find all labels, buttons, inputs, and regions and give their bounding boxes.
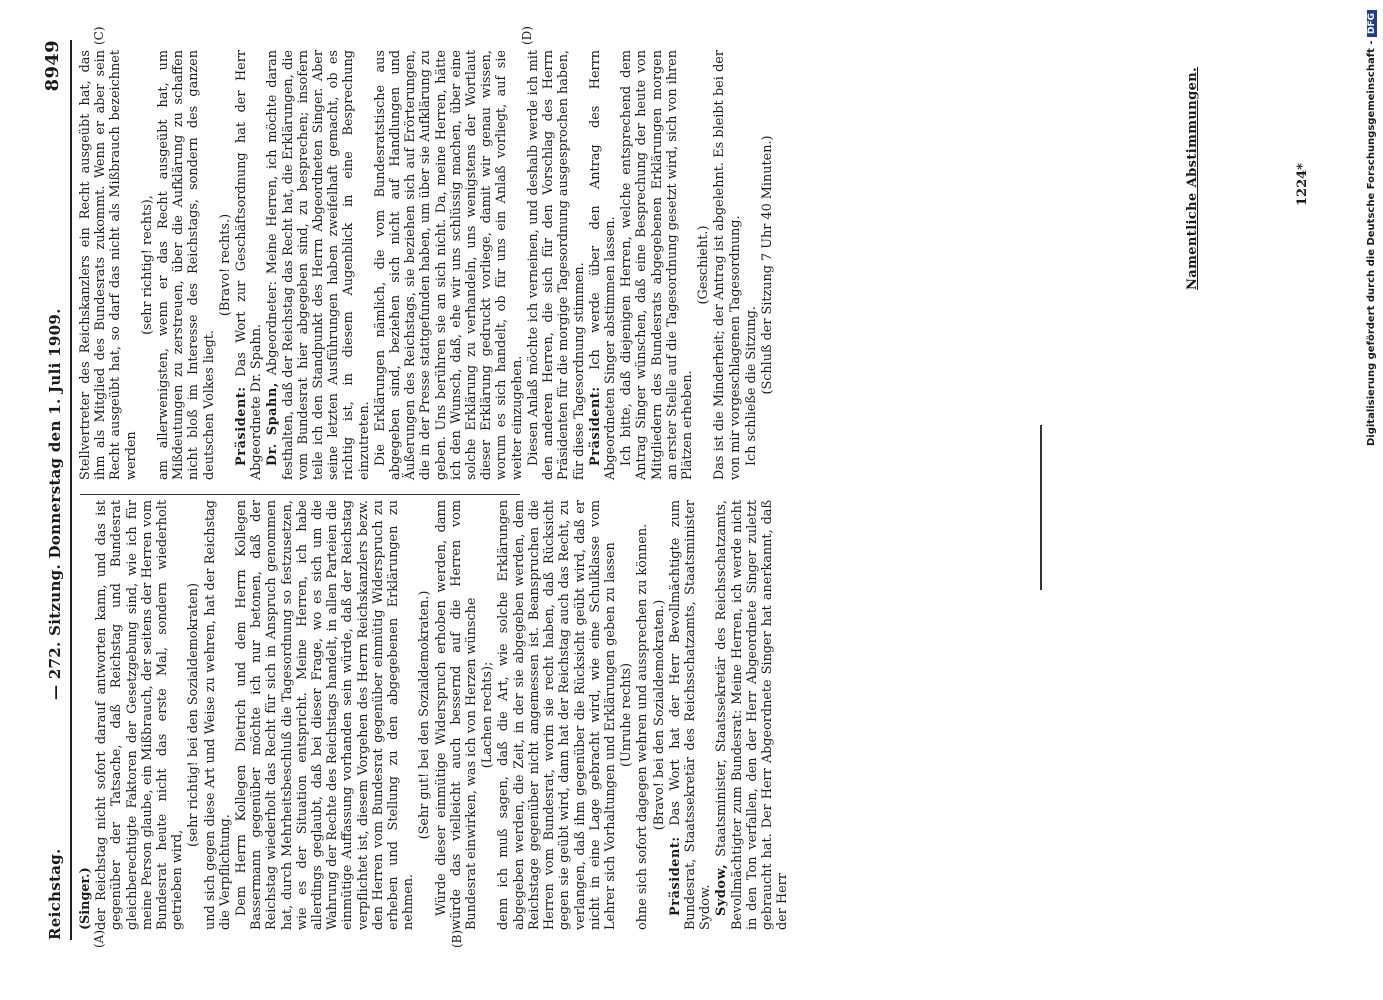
interjection: (Geschieht.) — [696, 225, 712, 305]
paragraph: der Reichstag nicht sofort darauf antworten kann, und das ist gegenüber der Tatsache, daß Reichstag und Bundesrat gleichberechtigte Faktoren der Gesetzgebung sind, wie ich für meine Person glaube, ein Mißbrauch, der seitens der Herren vom Bundesrat heute nicht das erste Mal, sondern wiederholt getrieben wird, — [94, 500, 186, 930]
page-header — [42, 40, 70, 940]
margin-mark-a: (A) — [92, 929, 106, 948]
paragraph-text: Das Wort hat der Herr Bevollmächtigte zum Bundesrat, Staatssekretär des Reichsschatzamts, Staatsminister Sydow. — [667, 500, 714, 930]
column-right — [78, 50, 776, 480]
paragraph — [234, 50, 264, 480]
speaker-label: Sydow, — [714, 863, 730, 916]
paragraph: Die Erklärungen nämlich, die vom Bundesratstische aus abgegeben sind, beziehen sich nicht auf Handlungen und Äußerungen des Reichstags, sie beziehen sich auf Erörterungen, die in der Presse stattgefunden haben, um über sie Aufklärung zu geben. Uns berühren sie an sich nicht. Da, meine Herren, hätte ich den Wunsch, daß, ehe wir uns schlüssig machen, über eine solche Erklärung zu verhandeln, uns wenigstens der Wortlaut dieser Erklärung gedruckt vorliege, damit wir genau wissen, worum es sich handelt, ob für uns ein Anlaß vorliegt, auf sie weiter einzugehen. — [372, 50, 525, 480]
speaker-label: Präsident: — [587, 386, 603, 466]
credit-line — [1366, 10, 1377, 446]
header-center: — 272. Sitzung. Donnerstag den 1. Juli 1909. — [46, 308, 64, 700]
interjection: (Bravo! rechts.) — [217, 213, 233, 317]
paragraph — [714, 500, 790, 930]
speaker-label: Präsident: — [667, 836, 683, 916]
column-divider — [80, 494, 520, 495]
paragraph — [588, 50, 618, 480]
paragraph: Dem Herrn Kollegen Dietrich und dem Herrn Kollegen Bassermann gegenüber möchte ich nur betonen, daß der Reichstag wiederholt das Recht für sich in Anspruch genommen hat, durch Mehrheitsbeschluß die Tagesordnung so festzusetzen, wie es der Situation entspricht. Meine Herren, ich habe allerdings geglaubt, daß bei dieser Frage, wo es sich um die Wahrung der Rechte des Reichstags handelt, in allen Parteien die einmütige Auffassung vorhanden sein würde, daß der Reichstag verpflichtet ist, diesem Vorgehen des Herrn Reichskanzlers bezw. den Herren vom Bundesrat gegenüber einmütig Widerspruch zu erheben und Stellung zu den abgegebenen Erklärungen zu nehmen. — [234, 500, 417, 930]
paragraph: ohne sich sofort dagegen wehren und aussprechen zu können. — [635, 523, 651, 930]
interjection: (Unruhe rechts) — [619, 662, 635, 768]
interjection: (Bravo! bei den Sozialdemokraten.) — [651, 599, 667, 831]
paragraph-text: Abgeordneter: Meine Herren, ich möchte daran festhalten, daß der Reichstag das Recht hat, die Erklärungen, die vom Bundesrat hier abgegeben sind, zu besprechen; insofern teile ich den Standpunkt des Herrn Abgeordneten Singer. Aber seine letzten Ausführungen haben zweifelhaft gemacht, ob es richtig ist, in diesem Augenblick in eine Besprechung einzutreten. — [265, 50, 372, 480]
interjection: (Lachen rechts); — [480, 661, 496, 769]
credit-text: Digitalisierung gefördert durch die Deutsche Forschungsgemeinschaft - — [1366, 40, 1377, 447]
speaker-label: Dr. Spahn, — [265, 382, 281, 466]
speaker-label: Präsident: — [234, 386, 250, 466]
header-rule — [70, 40, 72, 940]
paragraph: und sich gegen diese Art und Weise zu wehren, hat der Reichstag die Verpflichtung. — [202, 500, 233, 930]
margin-mark-d: (D) — [520, 26, 534, 45]
margin-mark-b: (B) — [450, 929, 464, 948]
dfg-logo: DFG — [1367, 10, 1377, 37]
page-reference: 1224* — [1295, 163, 1310, 206]
paragraph: Stellvertreter des Reichskanzlers ein Recht ausgeübt hat, das ihm als Mitglied des Bundesrats zukommt. Wenn er aber sein Recht ausgeübt hat, so darf das nicht als Mißbrauch bezeichnet werden — [78, 50, 139, 480]
interjection: (Sehr gut! bei den Sozialdemokraten.) — [417, 590, 433, 840]
section-divider-rule — [1040, 425, 1042, 590]
section-heading: Namentliche Abstimmungen. — [1185, 66, 1200, 290]
namentliche-heading-wrap — [1185, 66, 1209, 290]
column-left — [78, 500, 791, 930]
header-left: Reichstag. — [46, 848, 64, 940]
paragraph: Würde dieser einmütige Widerspruch erhoben werden, dann würde das vielleicht auch bessernd auf die Herren vom Bundesrat einwirken, was ich von Herzen wünsche — [433, 500, 480, 930]
paragraph — [265, 50, 371, 480]
paragraph: denn ich muß sagen, daß die Art, wie solche Erklärungen abgegeben werden, die Zeit, in der sie abgegeben werden, dem Reichstage gegenüber nicht angemessen ist. Beanspruchen die Herren vom Bundesrat, worin sie recht haben, daß Rücksicht gegen sie geübt wird, dann hat der Reichstag auch das Recht, zu verlangen, daß ihm gegenüber die Rücksicht geübt wird, daß er nicht in eine Lage gebracht wird, wie eine Schulklasse vom Lehrer sich Vorhaltungen und Erklärungen geben zu lassen — [496, 500, 618, 930]
credit-strip — [1363, 0, 1383, 1000]
closing-note: (Schluß der Sitzung 7 Uhr 40 Minuten.) — [759, 135, 775, 395]
interjection: (sehr richtig! bei den Sozialdemokraten) — [186, 583, 202, 847]
paragraph: Ich bitte, daß diejenigen Herren, welche entsprechend dem Antrag Singer wünschen, daß eine Besprechung der heute von Mitgliedern des Bundesrats abgegebenen Erklärungen morgen an erster Stelle auf die Tagesordnung gesetzt wird, sich von ihren Plätzen erheben. — [619, 50, 695, 480]
page-ref-wrap — [1295, 150, 1315, 210]
paragraph-text: Das Wort zur Geschäftsordnung hat der Herr Abgeordnete Dr. Spahn. — [234, 50, 265, 480]
paragraph: Das ist die Minderheit; der Antrag ist abgelehnt. Es bleibt bei der von mir vorgeschlagenen Tagesordnung. — [712, 50, 743, 480]
paragraph-text: Staatsminister, Staatssekretär des Reichsschatzamts, Bevollmächtigter zum Bundesrat: Meine Herren, ich werde nicht in den Ton verfallen, den der Herr Abgeordnete Singer zuletzt gebraucht hat. Der Herr Abgeordnete Singer hat anerkannt, daß der Herr — [714, 500, 791, 930]
paragraph: Diesen Anlaß möchte ich verneinen, und deshalb werde ich mit den anderen Herren, die sich für den Vorschlag des Herrn Präsidenten für die morgige Tagesordnung ausgesprochen haben, für diese Tagesordnung stimmen. — [525, 50, 587, 480]
paragraph: Ich schließe die Sitzung. — [743, 306, 759, 466]
paragraph — [668, 500, 714, 930]
paragraph: am allerwenigsten, wenn er das Recht ausgeübt hat, um Mißdeutungen zu zerstreuen, über die Aufklärung zu schaffen nicht bloß im Interesse des Reichstags, sondern des ganzen deutschen Volkes liegt. — [156, 50, 217, 480]
margin-mark-c: (C) — [92, 26, 106, 45]
header-page-number: 8949 — [42, 40, 63, 92]
paragraph-text: Ich werde über den Antrag des Herrn Abgeordneten Singer abstimmen lassen. — [587, 50, 618, 480]
interjection: (sehr richtig! rechts), — [139, 195, 155, 335]
speaker-tag: (Singer.) — [78, 867, 93, 930]
